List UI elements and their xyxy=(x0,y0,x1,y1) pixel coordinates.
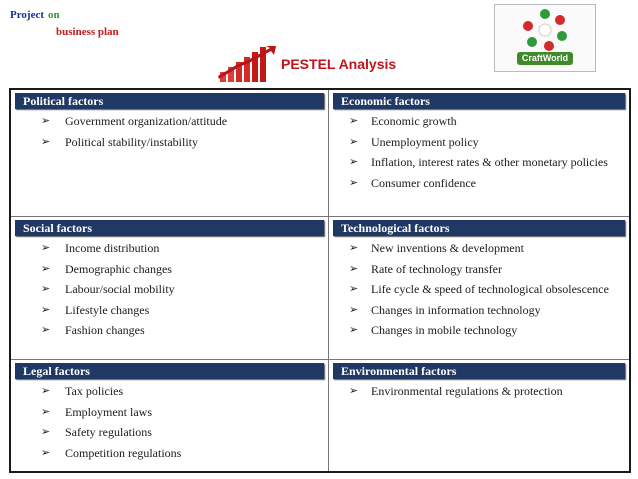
economic-cell xyxy=(329,90,629,217)
list-item xyxy=(329,259,629,280)
item-text: Political stability/instability xyxy=(65,134,198,149)
item-text: Labour/social mobility xyxy=(65,282,175,296)
arrow-bullet-icon: ➢ xyxy=(41,261,51,275)
item-text: Unemployment policy xyxy=(371,134,479,149)
item-text: Economic growth xyxy=(371,114,457,128)
technological-heading: Technological factors xyxy=(333,220,625,236)
item-text: Lifestyle changes xyxy=(65,302,150,317)
logo-text: CraftWorld xyxy=(517,52,573,65)
legal-cell xyxy=(11,360,329,471)
political-list xyxy=(11,111,328,152)
pestel-table xyxy=(9,88,631,473)
legal-list xyxy=(11,381,328,463)
list-item xyxy=(11,259,328,280)
economic-heading: Economic factors xyxy=(333,93,625,109)
environmental-cell xyxy=(329,360,629,471)
arrow-bullet-icon: ➢ xyxy=(41,384,51,397)
item-text: Competition regulations xyxy=(65,445,182,460)
list-item xyxy=(329,320,629,341)
flower-icon xyxy=(519,7,571,53)
item-text: Environmental regulations & protection xyxy=(371,384,563,398)
arrow-bullet-icon: ➢ xyxy=(41,323,51,336)
arrow-bullet-icon: ➢ xyxy=(349,302,359,316)
arrow-bullet-icon: ➢ xyxy=(349,134,359,148)
list-item xyxy=(11,238,328,259)
arrow-bullet-icon: ➢ xyxy=(349,282,359,295)
list-item xyxy=(11,381,328,402)
item-text: New inventions & development xyxy=(371,241,524,255)
arrow-bullet-icon: ➢ xyxy=(41,302,51,316)
social-heading: Social factors xyxy=(15,220,324,236)
arrow-bullet-icon: ➢ xyxy=(41,282,51,295)
item-text: Rate of technology transfer xyxy=(371,261,502,276)
item-text: Employment laws xyxy=(65,404,152,419)
arrow-bullet-icon: ➢ xyxy=(349,261,359,275)
environmental-list xyxy=(329,381,629,402)
item-text: Changes in information technology xyxy=(371,302,541,317)
project-word: Project xyxy=(10,9,44,21)
list-item xyxy=(11,111,328,132)
list-item xyxy=(11,402,328,423)
item-text: Consumer confidence xyxy=(371,175,476,190)
arrow-bullet-icon: ➢ xyxy=(349,155,359,168)
page-title: PESTEL Analysis xyxy=(281,56,397,72)
arrow-bullet-icon: ➢ xyxy=(41,114,51,127)
on-word: on xyxy=(48,9,60,21)
arrow-bullet-icon: ➢ xyxy=(349,323,359,336)
item-text: Government organization/attitude xyxy=(65,114,228,128)
arrow-bullet-icon: ➢ xyxy=(41,241,51,254)
item-text: Safety regulations xyxy=(65,425,152,439)
list-item xyxy=(11,320,328,341)
item-text: Life cycle & speed of technological obsolescence xyxy=(371,282,609,296)
list-item xyxy=(329,152,629,173)
list-item xyxy=(329,111,629,132)
technological-cell xyxy=(329,217,629,360)
bar-chart-icon xyxy=(218,46,276,82)
legal-heading: Legal factors xyxy=(15,363,324,379)
item-text: Fashion changes xyxy=(65,323,145,337)
list-item xyxy=(11,132,328,153)
list-item xyxy=(329,238,629,259)
list-item xyxy=(11,300,328,321)
social-cell xyxy=(11,217,329,360)
arrow-bullet-icon: ➢ xyxy=(41,404,51,418)
list-item xyxy=(329,132,629,153)
social-list xyxy=(11,238,328,341)
arrow-bullet-icon: ➢ xyxy=(349,241,359,254)
list-item xyxy=(11,422,328,443)
list-item xyxy=(329,300,629,321)
project-label xyxy=(10,9,60,21)
item-text: Demographic changes xyxy=(65,261,172,276)
arrow-bullet-icon: ➢ xyxy=(349,114,359,127)
list-item xyxy=(11,279,328,300)
list-item xyxy=(11,443,328,464)
arrow-bullet-icon: ➢ xyxy=(41,425,51,438)
arrow-bullet-icon: ➢ xyxy=(349,175,359,189)
company-logo xyxy=(494,4,596,72)
business-plan-label: business plan xyxy=(56,26,119,38)
environmental-heading: Environmental factors xyxy=(333,363,625,379)
list-item xyxy=(329,381,629,402)
political-cell xyxy=(11,90,329,217)
item-text: Inflation, interest rates & other monetary policies xyxy=(371,155,608,169)
item-text: Tax policies xyxy=(65,384,124,398)
arrow-bullet-icon: ➢ xyxy=(41,134,51,148)
list-item xyxy=(329,279,629,300)
list-item xyxy=(329,173,629,194)
political-heading: Political factors xyxy=(15,93,324,109)
arrow-bullet-icon: ➢ xyxy=(41,445,51,459)
item-text: Changes in mobile technology xyxy=(371,323,518,337)
technological-list xyxy=(329,238,629,341)
item-text: Income distribution xyxy=(65,241,160,255)
economic-list xyxy=(329,111,629,193)
arrow-bullet-icon: ➢ xyxy=(349,384,359,397)
